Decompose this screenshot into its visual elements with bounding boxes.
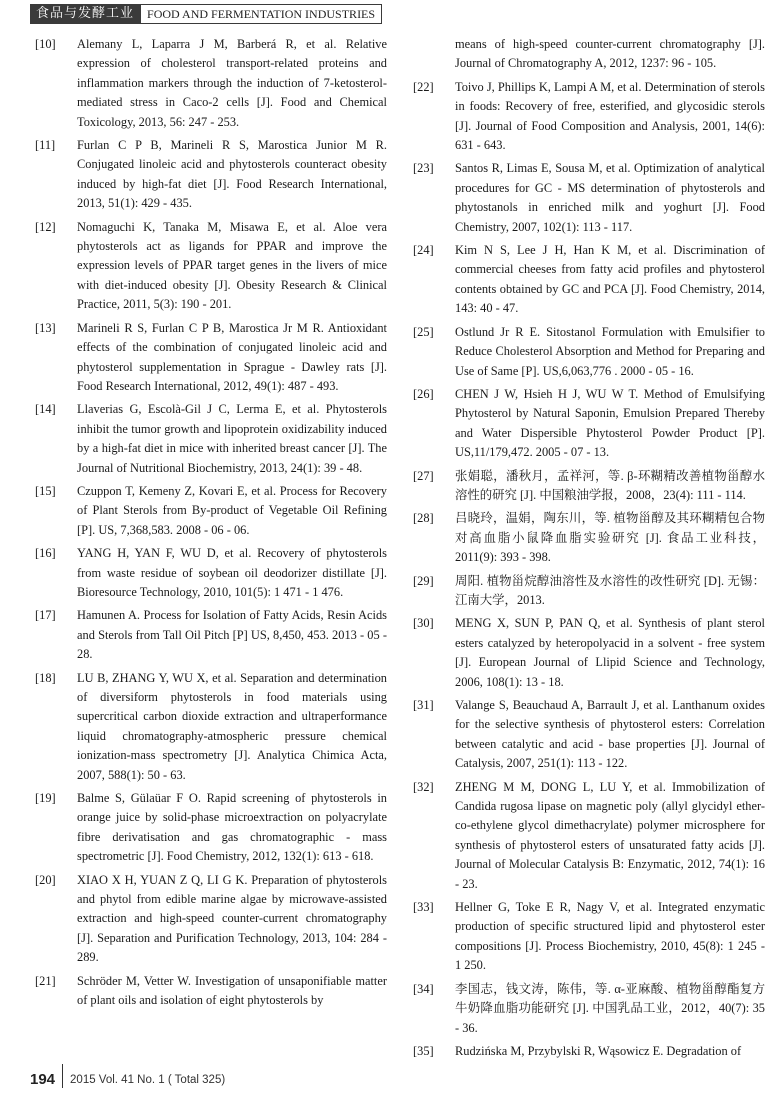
reference-number: [13] — [35, 320, 56, 335]
reference-number: [17] — [35, 608, 56, 623]
reference-text: Nomaguchi K, Tanaka M, Misawa E, et al. Aloe vera phytosterols act as ligands for PPAR and improve the expression levels of PPAR target genes in the livers of mice with diet-induced obesity [J]. Obesity Research & Clinical Practice, 2011, 5(3): 190 - 201. — [77, 219, 387, 312]
reference-text: Kim N S, Lee J H, Han K M, et al. Discrimination of commercial cheeses from fatty acid profiles and phytosterol contents obtained by GC and PCA [J]. Food Chemistry, 2014, 143: 40 - 47. — [455, 243, 765, 316]
reference-text: Alemany L, Laparra J M, Barberá R, et al. Relative expression of cholesterol transport-related proteins and inflammation markers through the induction of 7-ketosterol-mediated stress in Caco-2 cells [J]. Food and Chemical Toxicology, 2013, 56: 247 - 253. — [77, 37, 387, 129]
reference-number: [28] — [413, 511, 434, 526]
reference-text: Hellner G, Toke E R, Nagy V, et al. Integrated enzymatic production of specific structured lipid and phytosterol ester compositions [J]. Process Biochemistry, 2010, 45(8): 1 245 - 1 250. — [455, 900, 765, 973]
journal-header — [30, 4, 382, 24]
reference-item — [413, 323, 765, 381]
reference-continuation — [413, 35, 765, 74]
reference-number: [15] — [35, 483, 56, 498]
reference-item — [413, 1042, 765, 1061]
reference-item — [413, 509, 765, 567]
reference-text: 张娟聪，潘秋月，孟祥河，等. β-环糊精改善植物甾醇水溶性的研究 [J]. 中国粮油学报，2008，23(4): 111 - 114. — [455, 468, 765, 502]
references-left-column — [35, 35, 387, 1015]
reference-number: [32] — [413, 779, 434, 794]
reference-text: Santos R, Limas E, Sousa M, et al. Optimization of analytical procedures for GC - MS determination of phytosterols and phytostanols in enriched milk and yoghurt [J]. Food Chemistry, 2007, 102(1): 113 - 117. — [455, 161, 765, 234]
reference-number: [22] — [413, 79, 434, 94]
reference-number: [25] — [413, 324, 434, 339]
reference-text: means of high-speed counter-current chromatography [J]. Journal of Chromatography A, 2012, 1237: 96 - 105. — [455, 37, 765, 71]
reference-item — [35, 544, 387, 602]
reference-text: Valange S, Beauchaud A, Barrault J, et al. Lanthanum oxides for the selective synthesis of phytosterol esters: Correlation between catalytic and acid - base properties [J]. Journal of Catalysis, 2007, 251(1): 113 - 122. — [455, 698, 765, 771]
reference-text: Hamunen A. Process for Isolation of Fatty Acids, Resin Acids and Sterols from Tall Oil Pitch [P] US, 8,450, 453. 2013 - 05 - 28. — [77, 608, 387, 662]
references-right-column — [413, 35, 765, 1065]
reference-item — [413, 614, 765, 692]
reference-item — [413, 778, 765, 894]
reference-text: MENG X, SUN P, PAN Q, et al. Synthesis of plant sterol esters catalyzed by heteropolyacid in a solvent - free system [J]. European Journal of Llipid Science and Technology, 2006, 108(1): 13 - 18. — [455, 616, 765, 689]
reference-number: [12] — [35, 219, 56, 234]
issue-info: 2015 Vol. 41 No. 1 ( Total 325) — [70, 1074, 226, 1086]
reference-item — [35, 972, 387, 1011]
reference-item — [413, 159, 765, 237]
reference-text: CHEN J W, Hsieh H J, WU W T. Method of Emulsifying Phytosterol by Natural Saponin, Emulsion Prepared Thereby and Water Dispersible Phytosterol Powder Product [P]. US,11/179,472. 2005 - 07 - 13. — [455, 386, 765, 460]
reference-item — [35, 319, 387, 397]
reference-number: [16] — [35, 546, 56, 561]
reference-number: [10] — [35, 37, 56, 51]
reference-item — [413, 980, 765, 1038]
footer-divider — [62, 1064, 63, 1088]
reference-number: [11] — [35, 138, 56, 153]
reference-item — [413, 241, 765, 319]
reference-text: Schröder M, Vetter W. Investigation of unsaponifiable matter of plant oils and isolation of eight phytosterols by — [77, 973, 387, 1008]
reference-text: Toivo J, Phillips K, Lampi A M, et al. Determination of sterols in foods: Recovery of free, esterified, and glycosidic sterols [J]. Journal of Food Composition and Analysis, 2001, 14(6): 631 - 643. — [455, 79, 765, 153]
reference-text: XIAO X H, YUAN Z Q, LI G K. Preparation of phytosterols and phytol from edible marine algae by microwave-assisted extraction and high-speed counter-current chromatography [J]. Separation and Purification Technology, 2013, 104: 284 - 289. — [77, 872, 387, 965]
reference-item — [35, 789, 387, 867]
reference-item — [35, 871, 387, 968]
reference-item — [35, 136, 387, 214]
reference-text: Balme S, Gülaüar F O. Rapid screening of phytosterols in orange juice by solid-phase microextraction on polyacrylate fibre derivatisation and gas chromatographic - mass spectrometric [J]. Food Chemistry, 2012, 132(1): 613 - 618. — [77, 791, 387, 864]
reference-text: Furlan C P B, Marineli R S, Marostica Junior M R. Conjugated linoleic acid and phytosterols counteract obesity induced by high-fat diet [J]. Food Research International, 2013, 51(1): 429 - 435. — [77, 138, 387, 211]
reference-item — [35, 35, 387, 132]
reference-number: [35] — [413, 1043, 434, 1058]
reference-item — [413, 467, 765, 506]
page-number: 194 — [30, 1071, 56, 1088]
reference-number: [30] — [413, 616, 434, 631]
reference-number: [23] — [413, 161, 434, 176]
page-footer — [30, 1064, 225, 1088]
reference-number: [33] — [413, 900, 434, 915]
reference-number: [14] — [35, 402, 56, 417]
reference-item — [413, 385, 765, 463]
reference-number: [26] — [413, 386, 434, 401]
reference-item — [35, 400, 387, 478]
journal-title-en: FOOD AND FERMENTATION INDUSTRIES — [140, 4, 382, 24]
reference-number: [31] — [413, 698, 434, 712]
reference-number: [18] — [35, 670, 56, 685]
reference-text: Ostlund Jr R E. Sitostanol Formulation with Emulsifier to Reduce Cholesterol Absorption and Method for Preparing and Use of Same [P]. US,6,063,776 . 2000 - 05 - 16. — [455, 324, 765, 378]
reference-text: Llaverias G, Escolà-Gil J C, Lerma E, et al. Phytosterols inhibit the tumor growth and lipoprotein oxidizability induced by a high-fat diet in mice with inherited breast cancer [J]. The Journal of Nutritional Biochemistry, 2013, 24(1): 39 - 48. — [77, 402, 387, 475]
reference-number: [20] — [35, 872, 56, 887]
reference-text: Czuppon T, Kemeny Z, Kovari E, et al. Process for Recovery of Plant Sterols from By-product of Vegetable Oil Refining [P]. US, 7,368,583. 2008 - 06 - 06. — [77, 483, 387, 537]
reference-number: [27] — [413, 468, 434, 483]
reference-item — [35, 606, 387, 664]
reference-number: [19] — [35, 791, 56, 806]
reference-text: Marineli R S, Furlan C P B, Marostica Jr M R. Antioxidant effects of the combination of conjugated linoleic acid and phytosterol supplementation in Sprague - Dawley rats [J]. Food Research International, 2012, 49(1): 487 - 493. — [77, 320, 387, 393]
reference-number: [24] — [413, 243, 434, 258]
reference-item — [413, 78, 765, 156]
reference-text: Rudzińska M, Przybylski R, Wąsowicz E. Degradation of — [455, 1043, 742, 1058]
reference-number: [34] — [413, 981, 434, 996]
reference-number: [21] — [35, 973, 56, 988]
reference-item — [35, 218, 387, 315]
reference-item — [413, 898, 765, 976]
journal-title-cn: 食品与发酵工业 — [30, 4, 140, 24]
reference-item — [413, 696, 765, 774]
reference-text: LU B, ZHANG Y, WU X, et al. Separation and determination of diversiform phytosterols in food materials using supercritical carbon dioxide extraction and ultraperformance liquid chromatography-atmospheric pressure chemical ionization-mass spectrometry [J]. Analytica Chimica Acta, 2007, 588(1): 50 - 63. — [77, 670, 387, 782]
reference-item — [35, 482, 387, 540]
reference-item — [35, 669, 387, 785]
reference-text: 周阳. 植物甾烷醇油溶性及水溶性的改性研究 [D]. 无锡：江南大学，2013. — [455, 573, 765, 607]
reference-text: 吕晓玲，温娟，陶东川，等. 植物甾醇及其环糊精包合物对高血脂小鼠降血脂实验研究 [J]. 食品工业科技，2011(9): 393 - 398. — [455, 511, 765, 565]
reference-number: [29] — [413, 573, 434, 588]
reference-item — [413, 572, 765, 611]
reference-text: YANG H, YAN F, WU D, et al. Recovery of phytosterols from waste residue of soybean oil deodorizer distillate [J]. Bioresource Technology, 2010, 101(5): 1 471 - 1 476. — [77, 546, 387, 599]
reference-text: 李国志，钱文涛，陈伟，等. α-亚麻酸、植物甾醇酯复方牛奶降血脂功能研究 [J]. 中国乳品工业，2012，40(7): 35 - 36. — [455, 981, 765, 1035]
reference-text: ZHENG M M, DONG L, LU Y, et al. Immobilization of Candida rugosa lipase on magnetic poly (allyl glycidyl ether-co-ethylene glycol dimethacrylate) polymer microsphere for synthesis of phytosterol esters of unsaturated fatty acids [J]. Journal of Molecular Catalysis B: Enzymatic, 2012, 74(1): 16 - 23. — [455, 779, 765, 891]
